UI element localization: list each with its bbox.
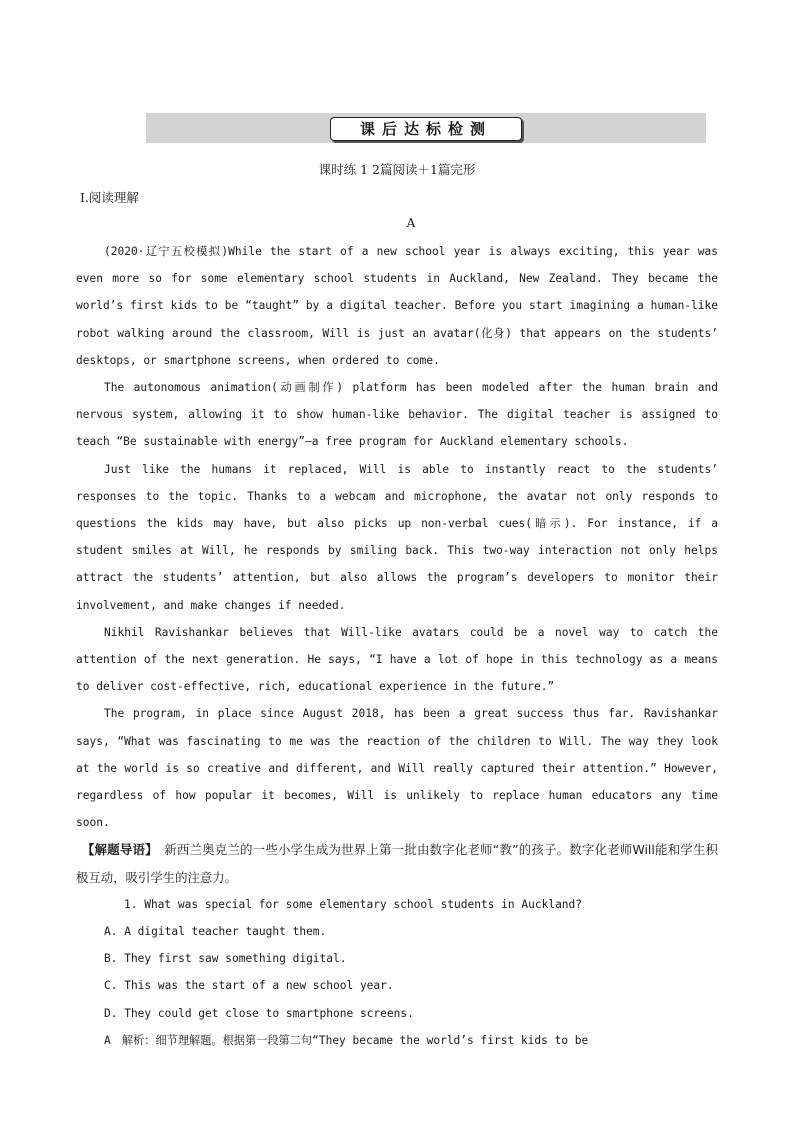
question-option: A. A digital teacher taught them.	[104, 925, 327, 939]
guide-text: 新西兰奥克兰的一些小学生成为世界上第一批由数字化老师“教”的孩子。数字化老师Will能和学生积极互动，吸引学生的注意力。	[76, 842, 718, 885]
passage-letter: A	[406, 216, 416, 230]
guide-heading: 【解题导语】	[82, 842, 152, 858]
guide-paragraph	[76, 836, 718, 890]
question-stem: 1. What was special for some elementary school students in Auckland?	[124, 897, 583, 911]
passage-paragraph: Nikhil Ravishankar believes that Will-like avatars could be a novel way to catch the attention of the next generation. He says, “I have a lot of hope in this technology as a means to deliver cost-effective, rich, educational experience in the future.”	[76, 625, 718, 694]
passage-paragraph: The autonomous animation(动画制作) platform has been modeled after the human brain and nervous system, allowing it to show human-like behavior. The digital teacher is assigned to teach “Be sustainable with energy”—a free program for Auckland elementary schools.	[76, 381, 718, 449]
section-heading: Ⅰ.阅读理解	[80, 190, 139, 205]
answer-explanation: A 解析：细节理解题。根据第一段第二句“They became the world’s first kids to be	[104, 1033, 589, 1047]
banner-title: 课后达标检测	[330, 117, 522, 141]
question-option: C. This was the start of a new school year.	[104, 979, 394, 993]
passage-paragraph: (2020·辽宁五校模拟)While the start of a new school year is always exciting, this year was even more so for some elementary school students in Auckland, New Zealand. They became the world’s first kids to be “taught” by a digital teacher. Before you start imagining a human-like robot walking around the classroom, Will is just an avatar(化身) that appears on the students’ desktops, or smartphone screens, when ordered to come.	[76, 245, 718, 367]
question-option: D. They could get close to smartphone screens.	[104, 1006, 414, 1020]
question-option: B. They first saw something digital.	[104, 952, 347, 966]
passage-paragraph: The program, in place since August 2018, has been a great success thus far. Ravishankar says, “What was fascinating to me was the reaction of the children to Will. The way they look at the world is so creative and different, and Will really captured their attention.” However, regardless of how popular it becomes, Will is unlikely to replace human educators any time soon.	[76, 707, 718, 830]
lesson-subtitle: 课时练 1 2篇阅读＋1篇完形	[318, 162, 476, 177]
passage-paragraph: Just like the humans it replaced, Will is able to instantly react to the students’ responses to the topic. Thanks to a webcam and microphone, the avatar not only responds to questions the kids may have, but also picks up non-verbal cues(暗示). For instance, if a student smiles at Will, he responds by smiling back. This two-way interaction not only helps attract the students’ attention, but also allows the program’s developers to monitor their involvement, and make changes if needed.	[76, 462, 718, 612]
document-body	[76, 238, 718, 1054]
section-banner	[146, 113, 706, 143]
